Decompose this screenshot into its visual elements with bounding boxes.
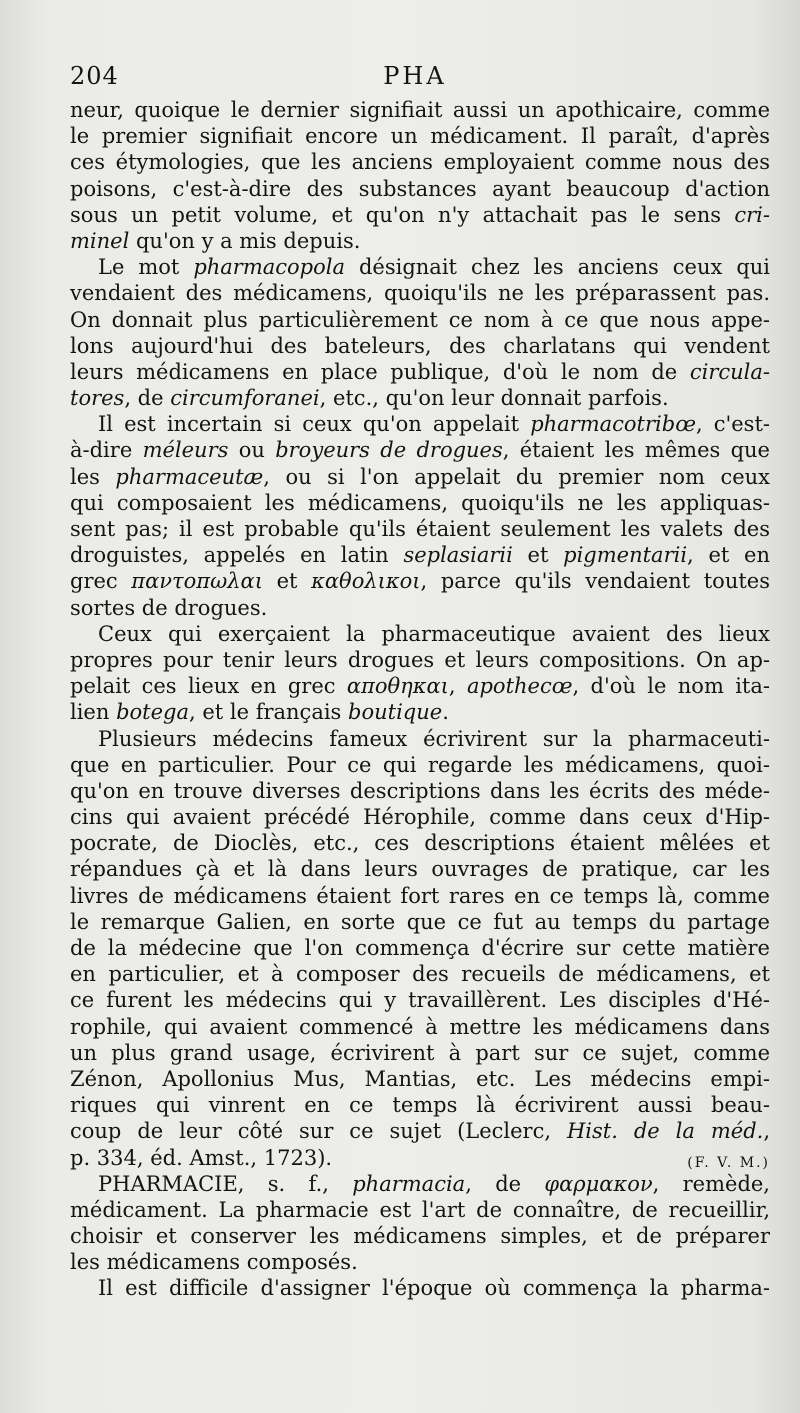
- text-segment: leurs médicamens en place publique, d'où le nom de: [70, 359, 690, 384]
- text-segment: coup de leur côté sur ce sujet (Leclerc,: [70, 1119, 567, 1144]
- text-line: [70, 149, 770, 175]
- italic-term: παντοπωλαι: [131, 569, 263, 594]
- running-head: PHA: [383, 62, 447, 90]
- text-segment: lien: [70, 700, 117, 725]
- text-line: [70, 778, 770, 804]
- text-segment: On donnait plus particulièrement ce nom à ce que nous appe-: [70, 307, 770, 332]
- text-line: [70, 1040, 770, 1066]
- text-segment: ou: [228, 438, 276, 463]
- italic-term: apothecœ: [466, 674, 573, 699]
- text-line: [70, 568, 770, 594]
- text-segment: désignait chez les anciens ceux qui: [345, 255, 770, 280]
- text-line: [70, 830, 770, 856]
- text-line: [70, 385, 770, 411]
- text-line: [70, 490, 770, 516]
- text-segment: les médicamens composés.: [70, 1250, 358, 1275]
- text-segment: , de: [465, 1171, 545, 1196]
- text-line: [70, 961, 770, 987]
- italic-term: pharmaceutæ: [115, 464, 264, 489]
- author-signature: (F. V. M.): [687, 1154, 770, 1171]
- text-segment: .: [442, 700, 449, 725]
- italic-term: boutique: [348, 700, 443, 725]
- text-segment: Le mot: [98, 255, 194, 280]
- text-segment: p. 334, éd. Amst., 1723).: [70, 1145, 333, 1170]
- page-number: 204: [70, 62, 119, 90]
- text-segment: Plusieurs médecins fameux écrivirent sur la pharmaceuti-: [98, 726, 770, 751]
- italic-term: tores: [70, 386, 125, 411]
- text-segment: , remède,: [652, 1171, 770, 1196]
- italic-term: broyeurs de drogues: [275, 438, 503, 463]
- italic-term: minel: [70, 228, 130, 253]
- text-segment: , de: [124, 386, 171, 411]
- text-segment: droguistes, appelés en latin: [70, 543, 404, 568]
- text-segment: répandues çà et là dans leurs ouvrages de pratique, car les: [70, 857, 770, 882]
- text-segment: Il est difficile d'assigner l'époque où commença la pharma-: [98, 1276, 770, 1301]
- text-segment: , étaient les mêmes que: [502, 438, 770, 463]
- text-line: [70, 909, 770, 935]
- text-segment: , et le français: [188, 700, 349, 725]
- text-segment: Zénon, Apollonius Mus, Mantias, etc. Les médecins empi-: [70, 1066, 770, 1091]
- text-segment: ,: [763, 1119, 770, 1144]
- italic-term: pharmacotribœ: [530, 412, 696, 437]
- italic-term: seplasiarii: [403, 543, 513, 568]
- text-line: [70, 176, 770, 202]
- text-segment: cins qui avaient précédé Hérophile, comme dans ceux d'Hip-: [70, 805, 770, 830]
- text-line: [70, 1145, 770, 1171]
- text-segment: PHARMACIE, s. f.,: [98, 1171, 353, 1196]
- text-line: [70, 883, 770, 909]
- italic-term: méleurs: [142, 438, 229, 463]
- text-line: [70, 1118, 770, 1144]
- text-segment: un plus grand usage, écrivirent à part sur ce sujet, comme: [70, 1040, 770, 1065]
- text-segment: Il est incertain si ceux qu'on appelait: [98, 412, 531, 437]
- text-segment: médicament. La pharmacie est l'art de connaître, de recueillir,: [70, 1197, 770, 1222]
- italic-term: circula-: [689, 359, 770, 384]
- text-segment: le premier signifiait encore un médicament. Il paraît, d'après: [70, 124, 770, 149]
- text-line: [70, 307, 770, 333]
- text-line: [70, 856, 770, 882]
- text-segment: et: [262, 569, 312, 594]
- text-line: [70, 726, 770, 752]
- italic-term: φαρμακον: [544, 1171, 653, 1196]
- text-segment: choisir et conserver les médicamens simples, et de préparer: [70, 1224, 770, 1249]
- italic-term: pigmentarii: [563, 543, 688, 568]
- text-line: [70, 595, 770, 621]
- text-line: [70, 935, 770, 961]
- text-segment: riques qui vinrent en ce temps là écrivirent aussi beau-: [70, 1093, 770, 1118]
- body-text: [70, 97, 770, 1302]
- text-segment: qui composaient les médicamens, quoiqu'ils ne les appliquas-: [70, 490, 770, 515]
- text-segment: poisons, c'est-à-dire des substances ayant beaucoup d'action: [70, 176, 770, 201]
- text-line: [70, 516, 770, 542]
- text-segment: et: [512, 543, 564, 568]
- text-line: [70, 1249, 770, 1275]
- text-line: [70, 411, 770, 437]
- text-line: [70, 1014, 770, 1040]
- text-line: [70, 280, 770, 306]
- text-segment: vendaient des médicamens, quoiqu'ils ne les préparassent pas.: [70, 281, 770, 306]
- text-line: [70, 464, 770, 490]
- text-line: [70, 202, 770, 228]
- text-segment: , ou si l'on appelait du premier nom ceux: [263, 464, 770, 489]
- text-line: [70, 97, 770, 123]
- text-segment: que en particulier. Pour ce qui regarde les médicamens, quoi-: [70, 752, 770, 777]
- italic-term: cri-: [734, 202, 770, 227]
- text-line: [70, 1275, 770, 1301]
- text-segment: , c'est-: [695, 412, 770, 437]
- text-segment: sent pas; il est probable qu'ils étaient seulement les valets des: [70, 517, 770, 541]
- italic-term: botega: [116, 700, 189, 725]
- text-segment: pocrate, de Dioclès, etc., ces descriptions étaient mêlées et: [70, 831, 770, 856]
- text-segment: neur, quoique le dernier signifiait aussi un apothicaire, comme: [70, 98, 770, 122]
- text-line: [70, 123, 770, 149]
- text-segment: grec: [70, 569, 132, 594]
- text-line: [70, 621, 770, 647]
- text-segment: de la médecine que l'on commença d'écrire sur cette matière: [70, 936, 770, 960]
- text-line: [70, 254, 770, 280]
- text-segment: le remarque Galien, en sorte que ce fut au temps du partage: [70, 909, 770, 934]
- text-segment: en particulier, et à composer des recueils de médicamens, et: [70, 962, 770, 987]
- text-segment: , parce qu'ils vendaient toutes: [420, 569, 770, 594]
- text-segment: qu'on y a mis depuis.: [129, 228, 361, 253]
- text-segment: Ceux qui exerçaient la pharmaceutique avaient des lieux: [98, 621, 770, 646]
- text-segment: les: [70, 464, 116, 489]
- text-segment: lons aujourd'hui des bateleurs, des charlatans qui vendent: [70, 333, 770, 358]
- text-line: [70, 542, 770, 568]
- text-line: [70, 437, 770, 463]
- text-segment: livres de médicamens étaient fort rares en ce temps là, comme: [70, 883, 770, 908]
- text-segment: pelait ces lieux en grec: [70, 674, 347, 699]
- page-header: [70, 62, 760, 98]
- text-segment: sortes de drogues.: [70, 595, 268, 620]
- text-line: [70, 1197, 770, 1223]
- text-segment: sous un petit volume, et qu'on n'y attachait pas le sens: [70, 202, 735, 227]
- text-line: [70, 673, 770, 699]
- text-segment: ,: [448, 674, 467, 699]
- text-line: [70, 1223, 770, 1249]
- text-segment: , d'où le nom ita-: [572, 674, 770, 699]
- text-segment: rophile, qui avaient commencé à mettre les médicamens dans: [70, 1014, 770, 1039]
- italic-term: καθολικοι: [311, 569, 421, 594]
- italic-term: circumforanei: [170, 386, 320, 411]
- text-segment: , et en: [687, 543, 770, 568]
- text-segment: ce furent les médecins qui y travaillèrent. Les disciples d'Hé-: [70, 988, 770, 1013]
- text-segment: qu'on en trouve diverses descriptions dans les écrits des méde-: [70, 778, 770, 803]
- text-line: [70, 228, 770, 254]
- text-segment: à-dire: [70, 438, 143, 463]
- text-line: [70, 699, 770, 725]
- text-line: [70, 987, 770, 1013]
- italic-term: pharmacia: [352, 1171, 466, 1196]
- text-line: [70, 333, 770, 359]
- text-line: [70, 1092, 770, 1118]
- text-line: [70, 1171, 770, 1197]
- text-line: [70, 647, 770, 673]
- text-line: [70, 359, 770, 385]
- text-segment: ces étymologies, que les anciens employaient comme nous des: [70, 150, 770, 175]
- text-segment: propres pour tenir leurs drogues et leurs compositions. On ap-: [70, 647, 770, 672]
- text-line: [70, 804, 770, 830]
- text-line: [70, 752, 770, 778]
- italic-term: Hist. de la méd.: [566, 1119, 764, 1144]
- text-line: [70, 1066, 770, 1092]
- italic-term: αποθηκαι: [346, 674, 449, 699]
- text-segment: , etc., qu'on leur donnait parfois.: [319, 386, 669, 411]
- italic-term: pharmacopola: [193, 255, 345, 280]
